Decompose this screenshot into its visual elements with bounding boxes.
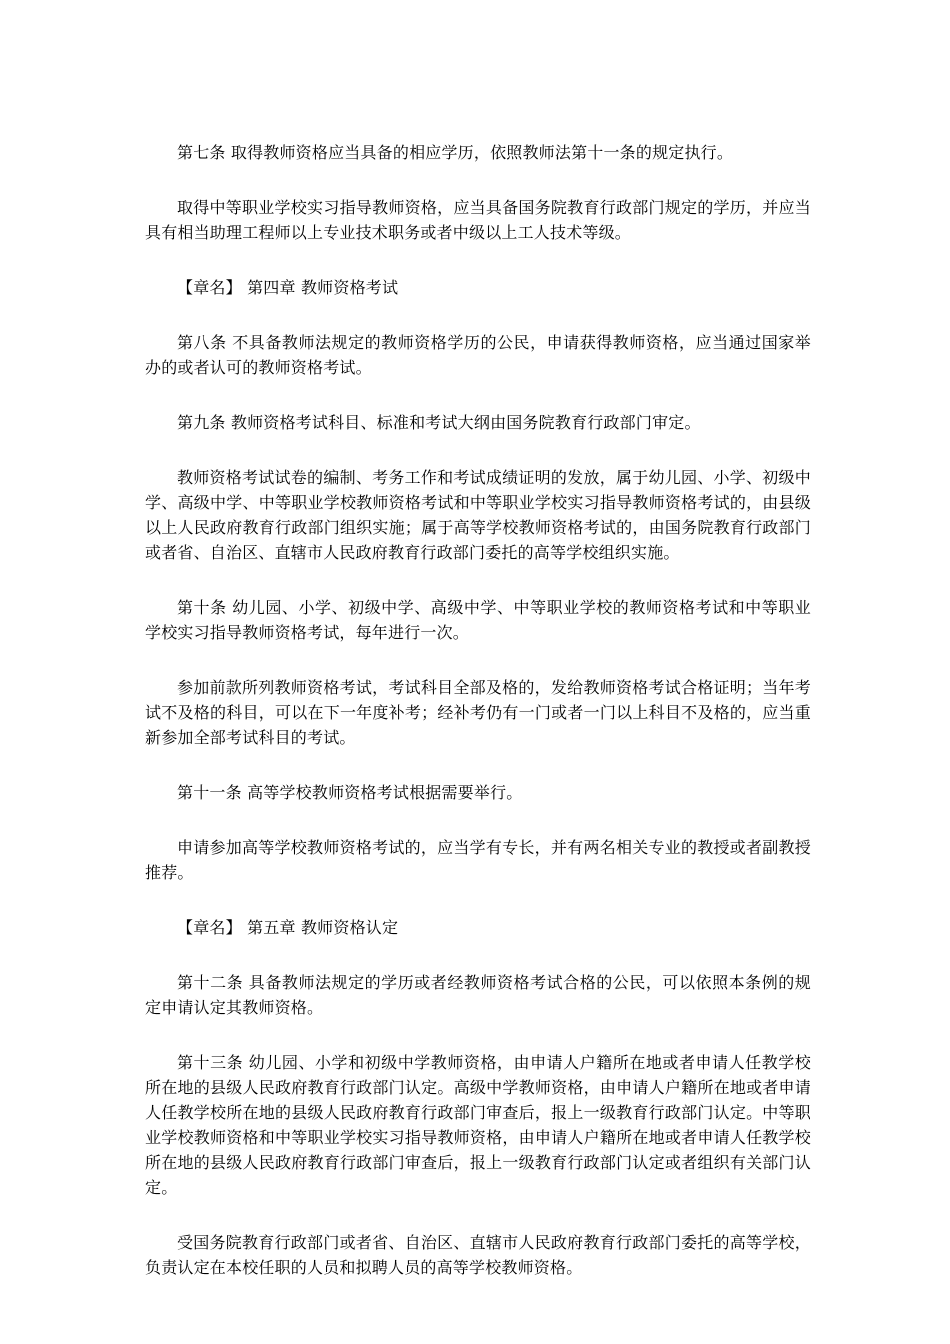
article-10: 第十条 幼儿园、小学、初级中学、高级中学、中等职业学校的教师资格考试和中等职业学校实习指导教师资格考试，每年进行一次。 (145, 598, 811, 642)
article-10-para-2: 参加前款所列教师资格考试，考试科目全部及格的，发给教师资格考试合格证明；当年考试不及格的科目，可以在下一年度补考；经补考仍有一门或者一门以上科目不及格的，应当重新参加全部考试科目的考试。 (145, 678, 811, 747)
article-11: 第十一条 高等学校教师资格考试根据需要举行。 (177, 783, 523, 802)
chapter-5-heading: 【章名】 第五章 教师资格认定 (177, 918, 399, 937)
article-12: 第十二条 具备教师法规定的学历或者经教师资格考试合格的公民，可以依照本条例的规定申请认定其教师资格。 (145, 973, 811, 1017)
article-7: 第七条 取得教师资格应当具备的相应学历，依照教师法第十一条的规定执行。 (177, 143, 734, 162)
article-11-para-2: 申请参加高等学校教师资格考试的，应当学有专长，并有两名相关专业的教授或者副教授推荐。 (145, 838, 811, 882)
article-13-para-2: 受国务院教育行政部门或者省、自治区、直辖市人民政府教育行政部门委托的高等学校，负责认定在本校任职的人员和拟聘人员的高等学校教师资格。 (145, 1233, 811, 1277)
article-8: 第八条 不具备教师法规定的教师资格学历的公民，申请获得教师资格，应当通过国家举办的或者认可的教师资格考试。 (145, 333, 811, 377)
article-9-para-2: 教师资格考试试卷的编制、考务工作和考试成绩证明的发放，属于幼儿园、小学、初级中学、高级中学、中等职业学校教师资格考试和中等职业学校实习指导教师资格考试的，由县级以上人民政府教育行政部门组织实施；属于高等学校教师资格考试的，由国务院教育行政部门或者省、自治区、直辖市人民政府教育行政部门委托的高等学校组织实施。 (145, 468, 811, 562)
document-body (145, 140, 811, 1310)
article-9: 第九条 教师资格考试科目、标准和考试大纲由国务院教育行政部门审定。 (177, 413, 701, 432)
article-7-para-2: 取得中等职业学校实习指导教师资格，应当具备国务院教育行政部门规定的学历，并应当具有相当助理工程师以上专业技术职务或者中级以上工人技术等级。 (145, 198, 811, 242)
article-13: 第十三条 幼儿园、小学和初级中学教师资格，由申请人户籍所在地或者申请人任教学校所在地的县级人民政府教育行政部门认定。高级中学教师资格，由申请人户籍所在地或者申请人任教学校所在地的县级人民政府教育行政部门审查后，报上一级教育行政部门认定。中等职业学校教师资格和中等职业学校实习指导教师资格，由申请人户籍所在地或者申请人任教学校所在地的县级人民政府教育行政部门审查后，报上一级教育行政部门认定或者组织有关部门认定。 (145, 1053, 811, 1197)
chapter-4-heading: 【章名】 第四章 教师资格考试 (177, 278, 399, 297)
